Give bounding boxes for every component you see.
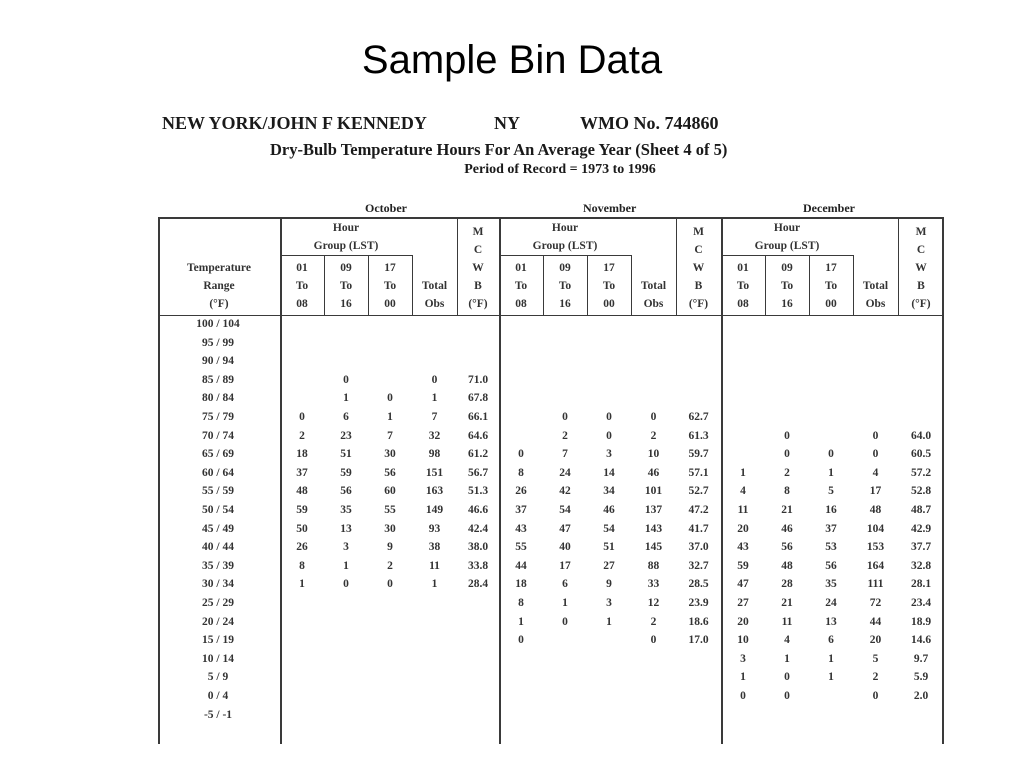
temp-range-label: 80 / 84 [202,392,234,405]
table-cell: 8 [784,485,790,498]
temp-range-label: 55 / 59 [202,485,234,498]
table-cell: 11 [429,559,440,572]
table-cell: 43 [737,541,749,554]
table-cell: 64.6 [467,429,489,442]
table-cell: 17 [869,485,882,498]
table-cell: 4 [784,634,790,647]
table-cell: 17 [559,559,571,572]
temp-range-label: 5 / 9 [207,671,229,684]
hour-col-label: 09 [781,262,793,274]
temp-range-label: 30 / 34 [202,578,234,591]
table-cell: 35 [825,578,837,591]
table-cell: 2 [387,559,393,572]
table-cell: 56 [825,559,837,572]
table-cell: 23.4 [910,597,932,609]
hour-col-label: To [514,280,528,292]
table-cell: 8 [299,559,305,572]
temp-range-label: 100 / 104 [196,318,240,330]
mcwb-label: M [693,226,704,238]
table-cell: 56 [384,466,396,479]
table-cell: 56.7 [467,466,489,479]
mcwb-label: W [915,262,927,274]
table-cell: 43 [515,522,527,535]
temp-range-label: 20 / 24 [202,615,234,628]
table-cell: 51 [603,541,615,554]
table-cell: 55 [515,541,527,554]
table-cell: 27 [603,559,615,572]
table-cell: 145 [644,541,663,554]
table-cell: 14 [603,466,615,479]
mcwb-label: B [917,280,925,292]
table-cell: 1 [299,578,305,591]
table-cell: 0 [387,392,393,405]
table-cell: 0 [872,448,879,461]
table-cell: 1 [606,615,612,628]
table-cell: 2.0 [913,690,929,702]
table-cell: 27 [737,597,749,609]
hour-group-label: Group (LST) [754,240,820,252]
table-cell: 6 [343,411,349,423]
table-cell: 30 [384,522,396,535]
table-cell: 42 [559,485,571,498]
temp-range-label: 85 / 89 [202,373,234,386]
table-cell: 11 [781,615,793,628]
station-name: NEW YORK/JOHN F KENNEDY [162,113,427,133]
hour-col-label: 08 [296,298,308,310]
table-cell: 55 [384,504,396,516]
table-cell: 0 [784,429,790,442]
table-cell: 98 [428,448,441,461]
hour-col-label: 01 [737,262,749,274]
temp-range-label: 45 / 49 [202,522,234,535]
table-cell: 72 [869,597,882,609]
table-cell: 14.6 [910,634,932,647]
table-cell: 7 [431,411,438,423]
table-cell: 4 [740,485,746,498]
table-cell: 8 [518,597,524,609]
hour-col-label: 16 [559,298,571,310]
table-cell: 40 [559,541,571,554]
table-cell: 101 [644,485,663,498]
table-cell: 37 [296,466,308,479]
table-cell: 9.7 [913,652,929,665]
table-cell: 28.4 [467,578,489,591]
table-cell: 34 [603,485,615,498]
hour-col-label: 08 [515,298,527,310]
table-cell: 0 [431,373,438,386]
table-cell: 38 [428,541,441,554]
table-cell: 0 [606,411,612,423]
table-cell: 2 [784,466,790,479]
table-cell: 51 [340,448,352,461]
table-cell: 104 [866,522,885,535]
mcwb-label: C [916,244,926,256]
table-cell: 163 [425,485,444,498]
table-cell: 21 [781,597,793,609]
month-label-november: November [583,201,637,215]
table-cell: 1 [740,671,746,684]
hour-col-label: 17 [384,262,396,274]
table-cell: 48 [869,504,882,516]
table-cell: 59 [296,504,308,516]
table-cell: 67.8 [467,392,489,405]
table-cell: 26 [515,485,527,498]
temp-range-header: (°F) [209,298,229,310]
table-cell: 2 [872,671,879,684]
total-obs-label: Obs [865,298,886,310]
table-cell: 11 [737,504,749,516]
table-cell: 47 [559,522,571,535]
table-cell: 149 [425,504,444,516]
table-cell: 38.0 [467,541,489,554]
station-state: NY [494,113,520,133]
hour-col-label: To [736,280,750,292]
table-cell: 1 [343,559,349,572]
table-cell: 0 [606,429,612,442]
table-cell: 18 [515,578,527,591]
hour-col-label: To [383,280,397,292]
table-cell: 37 [515,504,527,516]
hour-col-label: 17 [603,262,615,274]
temp-range-label: 40 / 44 [202,541,234,554]
table-cell: 61.2 [467,448,489,461]
temp-range-label: 90 / 94 [202,355,234,368]
hour-col-label: 00 [384,298,396,310]
table-cell: 52.7 [688,485,709,498]
table-cell: 0 [343,578,349,591]
hour-group-underline [280,255,412,256]
table-cell: 2 [299,429,305,442]
hour-col-label: 09 [340,262,352,274]
bin-data-table [158,217,944,744]
table-cell: 1 [828,652,834,665]
table-cell: 23.9 [688,597,709,609]
wmo-number: WMO No. 744860 [580,113,719,133]
table-cell: 52.8 [910,485,932,498]
table-cell: 33.8 [467,559,489,572]
table-cell: 0 [518,634,524,647]
table-cell: 32 [428,429,441,442]
table-cell: 9 [606,578,612,591]
table-cell: 6 [562,578,568,591]
table-cell: 0 [518,448,524,461]
table-cell: 46.6 [467,504,489,516]
temp-range-label: 15 / 19 [202,634,234,647]
total-obs-label: Total [421,280,448,292]
table-cell: 1 [784,652,790,665]
hour-col-label: To [295,280,309,292]
table-cell: 153 [866,541,885,554]
table-cell: 17.0 [688,634,709,647]
mcwb-label: C [694,244,703,256]
table-cell: 37.0 [688,541,709,554]
hour-col-label: 01 [515,262,527,274]
hour-col-label: To [824,280,838,292]
table-cell: 1 [387,411,393,423]
table-cell: 28.1 [910,578,932,591]
table-cell: 18.6 [688,615,709,628]
table-cell: 46 [647,466,660,479]
table-cell: 41.7 [688,522,709,535]
table-cell: 20 [737,615,749,628]
table-cell: 60.5 [910,448,932,461]
table-cell: 2 [650,429,657,442]
table-cell: 44 [515,559,527,572]
table-cell: 0 [828,448,834,461]
table-cell: 26 [296,541,308,554]
table-cell: 1 [828,466,834,479]
hour-group-label: Group (LST) [313,240,379,252]
table-cell: 33 [647,578,660,591]
table-cell: 71.0 [467,373,489,386]
table-cell: 0 [872,690,879,702]
station-header [162,113,719,134]
table-cell: 56 [340,485,352,498]
mcwb-label: (°F) [911,298,931,310]
temp-range-header: Range [203,280,235,292]
temp-range-header: Temperature [187,262,251,274]
hour-group-underline [721,255,853,256]
table-cell: 0 [784,690,790,702]
table-cell: 0 [562,615,568,628]
table-cell: 10 [647,448,660,461]
table-cell: 137 [644,504,663,516]
table-cell: 2 [650,615,657,628]
table-subtitle: Dry-Bulb Temperature Hours For An Average Year (Sheet 4 of 5) [270,140,728,159]
table-cell: 32.7 [688,559,709,572]
table-cell: 0 [343,373,349,386]
table-cell: 53 [825,541,837,554]
table-cell: 1 [740,466,746,479]
hour-col-label: 17 [825,262,837,274]
mcwb-label: B [474,280,482,292]
total-obs-label: Obs [424,298,445,310]
period-of-record: Period of Record = 1973 to 1996 [464,162,656,177]
table-cell: 0 [562,411,568,423]
mcwb-label: M [915,226,927,238]
table-cell: 42.4 [467,522,489,535]
temp-range-label: 0 / 4 [207,690,229,702]
hour-col-label: 00 [603,298,615,310]
table-cell: 0 [299,411,305,423]
mcwb-label: W [472,262,484,274]
table-cell: 143 [644,522,663,535]
table-cell: 5 [872,652,879,665]
hour-group-label: Hour [551,222,579,234]
table-cell: 3 [606,448,612,461]
table-cell: 44 [869,615,882,628]
table-cell: 61.3 [688,429,709,442]
table-cell: 0 [387,578,393,591]
table-cell: 59 [340,466,352,479]
table-cell: 48 [781,559,793,572]
table-cell: 23 [340,429,352,442]
total-obs-label: Obs [643,298,664,310]
mcwb-label: C [473,244,483,256]
table-cell: 50 [296,522,308,535]
hour-col-label: To [339,280,353,292]
table-cell: 3 [740,652,746,665]
table-cell: 2 [562,429,568,442]
mcwb-label: M [472,226,484,238]
table-cell: 88 [647,559,660,572]
table-cell: 42.9 [910,522,932,535]
hour-col-label: 16 [340,298,352,310]
table-cell: 0 [650,634,657,647]
table-cell: 47.2 [688,504,709,516]
temp-range-label: 50 / 54 [202,504,234,516]
table-cell: 13 [825,615,837,628]
hour-col-label: 01 [296,262,308,274]
table-cell: 1 [431,392,438,405]
temp-range-label: 35 / 39 [202,559,234,572]
table-cell: 46 [781,522,793,535]
month-label-october: October [365,201,407,215]
table-cell: 66.1 [467,411,489,423]
table-cell: 1 [343,392,349,405]
hour-col-label: To [602,280,616,292]
table-cell: 30 [384,448,396,461]
table-cell: 151 [425,466,444,479]
table-cell: 37 [825,522,837,535]
table-cell: 59 [737,559,749,572]
table-cell: 1 [562,597,568,609]
table-cell: 24 [825,597,837,609]
table-cell: 5.9 [913,671,929,684]
table-cell: 28 [781,578,793,591]
temp-range-label: 60 / 64 [202,466,234,479]
table-cell: 0 [784,448,790,461]
table-cell: 164 [866,559,885,572]
table-cell: 64.0 [910,429,932,442]
table-cell: 1 [828,671,834,684]
table-cell: 3 [606,597,612,609]
table-cell: 48 [296,485,308,498]
table-cell: 56 [781,541,793,554]
temp-range-label: 95 / 99 [202,336,234,349]
table-cell: 28.5 [688,578,709,591]
table-cell: 47 [737,578,749,591]
table-cell: 4 [872,466,879,479]
slide-title: Sample Bin Data [361,38,663,82]
mcwb-label: B [694,280,703,292]
hour-group-label: Group (LST) [532,240,598,252]
hour-group-label: Hour [332,222,360,234]
temp-range-label: 75 / 79 [202,411,234,423]
table-cell: 46 [603,504,615,516]
table-cell: 20 [737,522,749,535]
table-cell: 60 [384,485,396,498]
hour-col-label: 08 [737,298,749,310]
table-cell: 54 [559,504,571,516]
table-cell: 0 [740,690,746,702]
table-cell: 48.7 [910,504,932,516]
month-label-december: December [803,201,855,215]
table-cell: 6 [828,634,834,647]
table-cell: 35 [340,504,352,516]
table-cell: 18.9 [910,615,932,628]
table-cell: 8 [518,466,524,479]
table-cell: 1 [431,578,438,591]
table-cell: 0 [872,429,879,442]
hour-col-label: To [558,280,572,292]
table-cell: 111 [867,578,884,591]
hour-col-label: 16 [781,298,793,310]
temp-range-label: 70 / 74 [202,429,234,442]
table-cell: 10 [737,634,749,647]
table-cell: 13 [340,522,352,535]
table-cell: 16 [825,504,837,516]
table-cell: 57.1 [688,466,709,479]
table-cell: 5 [828,485,834,498]
total-obs-label: Total [640,280,667,292]
table-cell: 57.2 [910,466,932,479]
hour-group-label: Hour [773,222,801,234]
mcwb-label: (°F) [468,298,488,310]
table-cell: 54 [603,522,615,535]
table-cell: 20 [869,634,882,647]
table-cell: 7 [387,429,393,442]
hour-col-label: 09 [559,262,571,274]
total-obs-label: Total [862,280,889,292]
hour-col-label: 00 [825,298,837,310]
table-cell: 62.7 [688,411,709,423]
hour-group-underline [499,255,631,256]
mcwb-label: W [692,262,705,274]
temp-range-label: 10 / 14 [202,652,234,665]
table-cell: 51.3 [467,485,489,498]
table-cell: 18 [296,448,308,461]
mcwb-label: (°F) [688,298,709,310]
table-cell: 7 [562,448,568,461]
temp-range-label: 65 / 69 [202,448,234,461]
table-cell: 21 [781,504,793,516]
table-cell: 12 [647,597,660,609]
table-cell: 32.8 [910,559,932,572]
table-cell: 0 [784,671,790,684]
hour-col-label: To [780,280,794,292]
table-cell: 9 [387,541,393,554]
table-cell: 3 [343,541,349,554]
table-cell: 59.7 [688,448,709,461]
table-cell: 37.7 [910,541,932,554]
temp-range-label: -5 / -1 [203,708,233,721]
table-cell: 0 [650,411,657,423]
temp-range-label: 25 / 29 [202,597,234,609]
table-cell: 1 [518,615,524,628]
table-cell: 93 [428,522,441,535]
table-cell: 24 [559,466,571,479]
